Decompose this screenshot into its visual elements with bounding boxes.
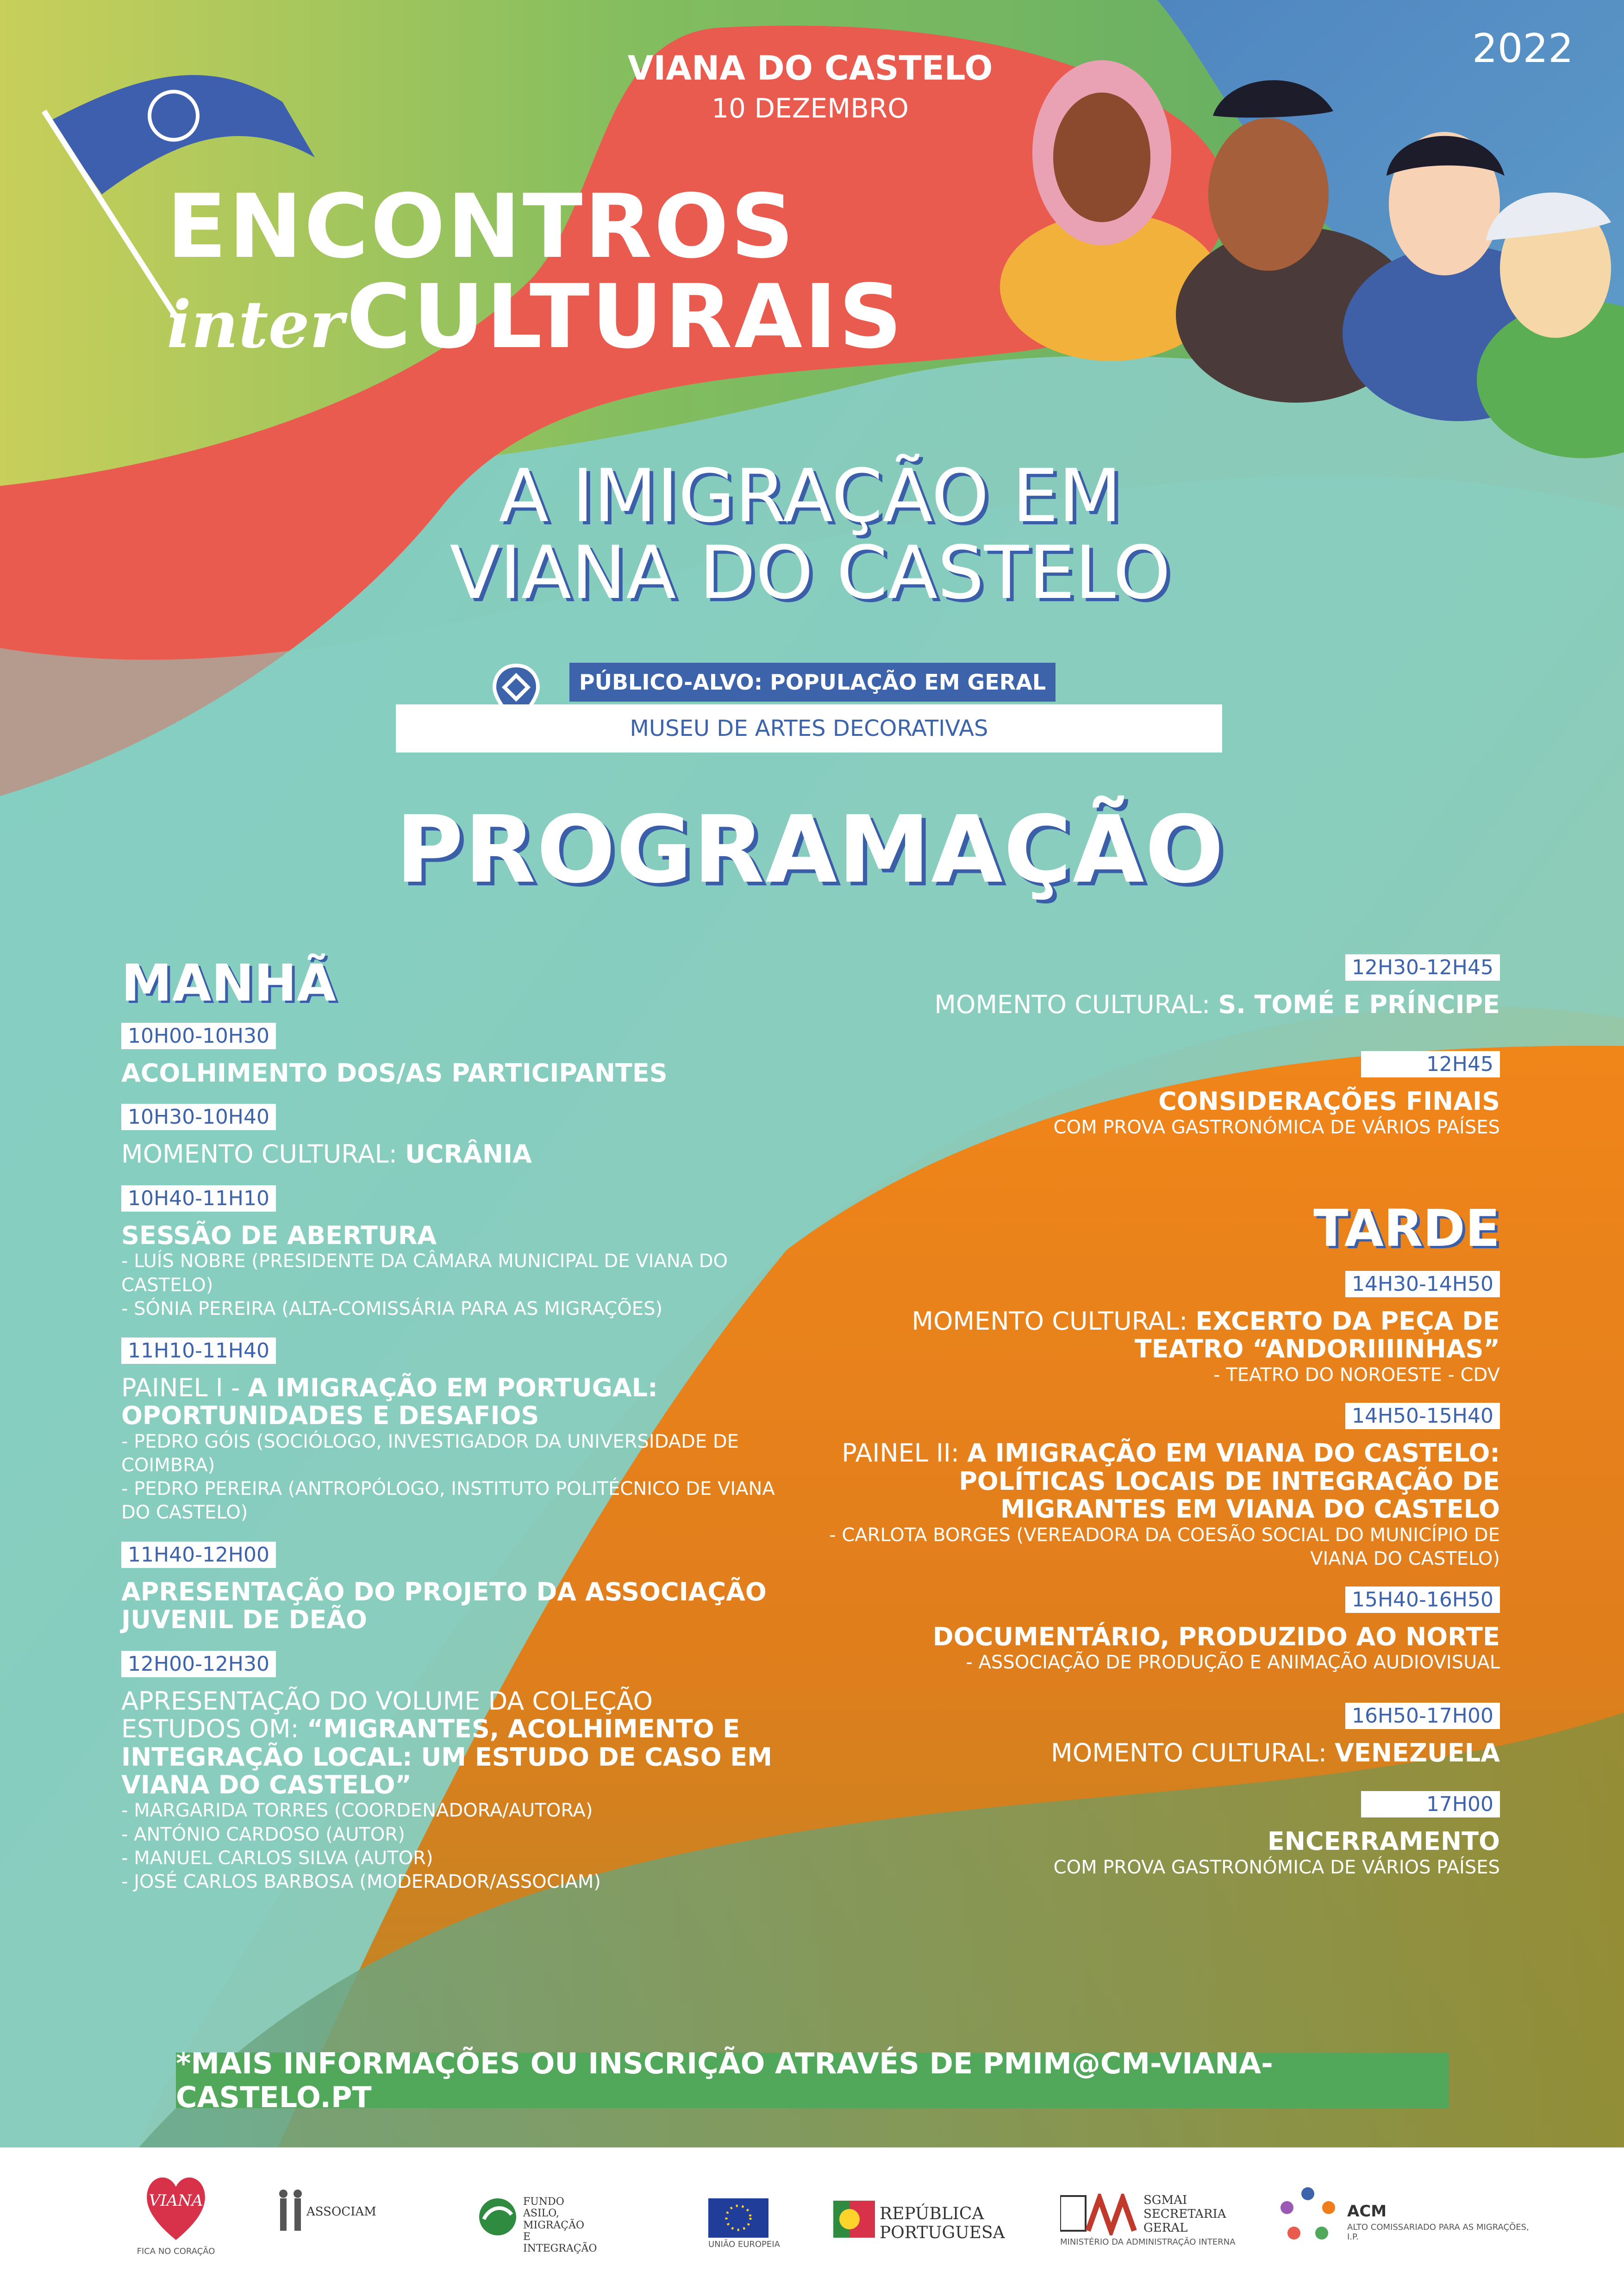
sgmai-line2: SECRETARIA	[1143, 2207, 1226, 2221]
item-detail: - PEDRO GÓIS (SOCIÓLOGO, INVESTIGADOR DA UNIVERSIDADE DE COIMBRA)	[121, 1431, 739, 1476]
item-title	[121, 1374, 779, 1430]
item-title	[121, 1578, 779, 1634]
republica-shield-icon	[833, 2196, 875, 2242]
time-badge: 15H40-16H50	[1345, 1587, 1500, 1613]
acm-logo-text: ACM	[1347, 2202, 1387, 2221]
item-detail: - MANUEL CARLOS SILVA (AUTOR)	[121, 1847, 433, 1869]
item-title-bold: UCRÂNIA	[405, 1139, 532, 1169]
item-title-prefix: MOMENTO CULTURAL:	[121, 1139, 405, 1169]
time-badge: 12H00-12H30	[121, 1651, 276, 1677]
eu-flag-icon	[708, 2198, 768, 2238]
item-title	[810, 1307, 1500, 1363]
viana-logo-text: VIANA	[149, 2191, 203, 2210]
time-badge: 14H50-15H40	[1345, 1403, 1500, 1429]
headline	[324, 454, 1296, 616]
sgmai-mark-icon	[1060, 2194, 1139, 2235]
time-badge: 10H40-11H10	[121, 1185, 276, 1212]
item-title-bold: ENCERRAMENTO	[1267, 1827, 1500, 1856]
year-label: 2022	[1472, 25, 1574, 72]
afternoon-section	[810, 1199, 1500, 1879]
event-title-inter: inter	[167, 287, 344, 363]
late-morning-section	[810, 954, 1500, 1139]
time-badge: 16H50-17H00	[1345, 1703, 1500, 1729]
sgmai-logo	[1060, 2194, 1273, 2247]
item-title-bold: VENEZUELA	[1335, 1738, 1500, 1767]
info-banner: *MAIS INFORMAÇÕES OU INSCRIÇÃO ATRAVÉS DE PMIM@CM-VIANA-CASTELO.PT	[176, 2053, 1449, 2108]
afternoon-list	[810, 1271, 1500, 1879]
item-detail: - JOSÉ CARLOS BARBOSA (MODERADOR/ASSOCIAM)	[121, 1871, 601, 1893]
associam-logo	[278, 2187, 376, 2235]
program-item	[810, 954, 1500, 1019]
item-title-bold: APRESENTAÇÃO DO PROJETO DA ASSOCIAÇÃO JUVENIL DE DEÃO	[121, 1577, 767, 1635]
late-morning-list	[810, 954, 1500, 1139]
republica-line1: REPÚBLICA	[880, 2204, 984, 2223]
headline-line2: VIANA DO CASTELO	[450, 530, 1171, 616]
item-title	[810, 1623, 1500, 1651]
item-title-prefix: PAINEL I -	[121, 1373, 248, 1402]
item-title-prefix: MOMENTO CULTURAL:	[934, 990, 1218, 1019]
time-badge: 10H30-10H40	[121, 1104, 276, 1130]
sponsor-logos	[0, 2147, 1624, 2296]
afternoon-title: TARDE	[1313, 1199, 1500, 1258]
morning-list	[121, 1023, 779, 1894]
item-title-bold: SESSÃO DE ABERTURA	[121, 1220, 437, 1250]
item-title	[810, 1439, 1500, 1523]
acm-logo	[1278, 2184, 1529, 2246]
item-title	[121, 1687, 779, 1799]
sgmai-line1: SGMAI	[1143, 2193, 1187, 2207]
item-title-bold: A IMIGRAÇÃO EM PORTUGAL: OPORTUNIDADES E DESAFIOS	[121, 1373, 658, 1431]
item-title	[810, 991, 1500, 1019]
fami-logo	[477, 2196, 597, 2255]
item-detail: - ANTÓNIO CARDOSO (AUTOR)	[121, 1823, 405, 1845]
headline-line1: A IMIGRAÇÃO EM	[499, 454, 1122, 539]
republica-line2: PORTUGUESA	[880, 2223, 1005, 2243]
item-detail: COM PROVA GASTRONÓMICA DE VÁRIOS PAÍSES	[1053, 1116, 1500, 1138]
audience-badge: PÚBLICO-ALVO: POPULAÇÃO EM GERAL	[569, 663, 1056, 702]
fami-line1: FUNDO	[523, 2196, 564, 2208]
event-title-line2	[167, 266, 904, 368]
time-badge: 10H00-10H30	[121, 1023, 276, 1049]
item-detail: - MARGARIDA TORRES (COORDENADORA/AUTORA)	[121, 1800, 593, 1822]
acm-people-ring-icon	[1278, 2184, 1338, 2245]
eu-caption: UNIÃO EUROPEIA	[708, 2240, 780, 2249]
program-item	[121, 1185, 779, 1321]
associam-figures-icon	[278, 2187, 306, 2233]
morning-title: MANHÃ	[121, 953, 336, 1013]
item-detail: - LUÍS NOBRE (PRESIDENTE DA CÂMARA MUNICIPAL DE VIANA DO CASTELO)	[121, 1251, 728, 1296]
item-title-prefix: PAINEL II:	[842, 1438, 968, 1468]
morning-section	[121, 953, 779, 1894]
associam-logo-text: ASSOCIAM	[306, 2205, 376, 2219]
item-title	[121, 1140, 779, 1168]
date-label: 10 DEZEMBRO	[712, 93, 909, 124]
item-title	[810, 1088, 1500, 1115]
item-detail: - SÓNIA PEREIRA (ALTA-COMISSÁRIA PARA AS MIGRAÇÕES)	[121, 1298, 663, 1319]
fami-line2: ASILO, MIGRAÇÃO	[523, 2208, 584, 2231]
time-badge: 11H10-11H40	[121, 1338, 276, 1364]
item-title-prefix: APRESENTAÇÃO DO VOLUME DA COLEÇÃO ESTUDOS OM:	[121, 1686, 653, 1744]
item-title-prefix: MOMENTO CULTURAL:	[1051, 1738, 1335, 1767]
time-badge: 12H30-12H45	[1345, 954, 1500, 981]
item-detail: - CARLOTA BORGES (VEREADORA DA COESÃO SOCIAL DO MUNICÍPIO DE VIANA DO CASTELO)	[829, 1524, 1500, 1569]
program-item	[121, 1104, 779, 1168]
program-item	[810, 1587, 1500, 1675]
time-badge: 11H40-12H00	[121, 1542, 276, 1568]
item-title	[121, 1059, 779, 1087]
item-detail: - TEATRO DO NOROESTE - CDV	[1213, 1364, 1500, 1386]
item-detail: - PEDRO PEREIRA (ANTROPÓLOGO, INSTITUTO POLITÉCNICO DE VIANA DO CASTELO)	[121, 1478, 775, 1524]
item-title-bold: ACOLHIMENTO DOS/AS PARTICIPANTES	[121, 1058, 668, 1088]
item-title	[121, 1222, 779, 1250]
program-item	[810, 1271, 1500, 1387]
item-title-prefix: MOMENTO CULTURAL:	[912, 1307, 1196, 1336]
program-title: PROGRAMAÇÃO	[395, 796, 1225, 904]
item-title	[810, 1739, 1500, 1767]
event-title-line1: ENCONTROS	[167, 175, 796, 278]
venue-label: MUSEU DE ARTES DECORATIVAS	[396, 704, 1222, 753]
program-item	[810, 1403, 1500, 1571]
acm-caption: ALTO COMISSARIADO PARA AS MIGRAÇÕES, I.P.	[1347, 2222, 1529, 2242]
viana-logo	[130, 2166, 222, 2256]
fami-line3: E INTEGRAÇÃO	[523, 2231, 597, 2255]
program-item	[121, 1651, 779, 1894]
time-badge: 14H30-14H50	[1345, 1271, 1500, 1297]
program-item	[121, 1542, 779, 1634]
program-item	[121, 1023, 779, 1087]
item-title-bold: DOCUMENTÁRIO, PRODUZIDO AO NORTE	[932, 1622, 1500, 1651]
program-item	[810, 1791, 1500, 1879]
program-item	[810, 1051, 1500, 1139]
program-item	[810, 1703, 1500, 1767]
item-detail: - ASSOCIAÇÃO DE PRODUÇÃO E ANIMAÇÃO AUDIOVISUAL	[966, 1652, 1500, 1674]
time-badge: 12H45	[1361, 1051, 1500, 1077]
item-title-bold: “MIGRANTES, ACOLHIMENTO E INTEGRAÇÃO LOCAL: UM ESTUDO DE CASO EM VIANA DO CASTELO”	[121, 1714, 772, 1799]
sgmai-caption: MINISTÉRIO DA ADMINISTRAÇÃO INTERNA	[1060, 2237, 1236, 2247]
item-title-bold: EXCERTO DA PEÇA DE TEATRO “ANDORIIIINHAS”	[1134, 1307, 1500, 1364]
city-label: VIANA DO CASTELO	[627, 49, 993, 87]
item-detail: COM PROVA GASTRONÓMICA DE VÁRIOS PAÍSES	[1053, 1856, 1500, 1878]
sgmai-line3: GERAL	[1143, 2221, 1188, 2235]
item-title-bold: A IMIGRAÇÃO EM VIANA DO CASTELO: POLÍTICAS LOCAIS DE INTEGRAÇÃO DE MIGRANTES EM VIANA DO CASTELO	[959, 1438, 1500, 1524]
fami-swirl-icon	[477, 2196, 518, 2238]
eu-logo	[708, 2198, 780, 2249]
republica-logo	[833, 2196, 1005, 2244]
time-badge: 17H00	[1361, 1791, 1500, 1817]
item-title	[810, 1828, 1500, 1855]
program-item	[121, 1338, 779, 1525]
viana-logo-caption: FICA NO CORAÇÃO	[137, 2246, 215, 2256]
event-title-culturais: CULTURAIS	[346, 266, 904, 368]
item-title-bold: S. TOMÉ E PRÍNCIPE	[1218, 990, 1500, 1019]
item-title-bold: CONSIDERAÇÕES FINAIS	[1158, 1087, 1500, 1116]
